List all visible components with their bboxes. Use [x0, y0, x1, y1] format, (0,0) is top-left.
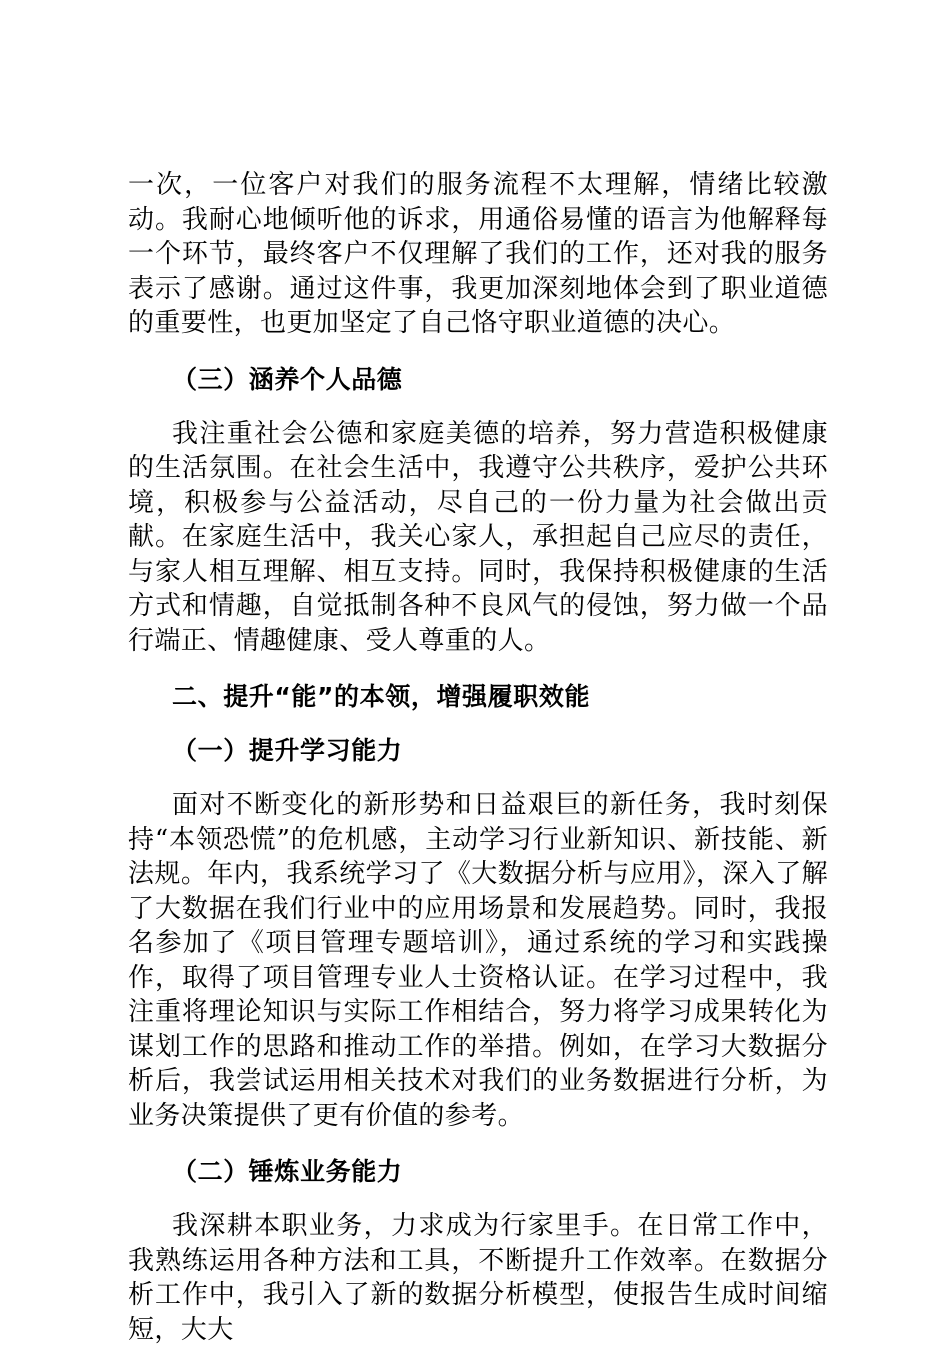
heading-section-two: 二、提升“能”的本领，增强履职效能 [172, 682, 591, 711]
spacer [128, 768, 828, 788]
paragraph-learning-ability: 面对不断变化的新形势和日益艰巨的新任务，我时刻保持“本领恐慌”的危机感，主动学习行业新知识、新技能、新法规。年内，我系统学习了《大数据分析与应用》，深入了解了大数据在我们行业中的应用场景和发展趋势。同时，我报名参加了《项目管理专题培训》，通过系统的学习和实践操作，取得了项目管理专业人士资格认证。在学习过程中，我注重将理论知识与实际工作相结合，努力将学习成果转化为谋划工作的思路和推动工作的举措。例如，在学习大数据分析后，我尝试运用相关技术对我们的业务数据进行分析，为业务决策提供了更有价值的参考。 [128, 790, 828, 1131]
paragraph-business-ability: 我深耕本职业务，力求成为行家里手。在日常工作中，我熟练运用各种方法和工具，不断提升工作效率。在数据分析工作中，我引入了新的数据分析模型，使报告生成时间缩短，大大 [128, 1211, 828, 1345]
spacer [128, 397, 828, 417]
spacer [128, 341, 828, 363]
spacer [128, 1133, 828, 1155]
heading-learning-ability: （一）提升学习能力 [172, 736, 403, 765]
spacer [128, 714, 828, 734]
heading-personal-morality: （三）涵养个人品德 [172, 364, 403, 394]
document-page [128, 168, 828, 1347]
spacer [128, 658, 828, 680]
spacer [128, 1189, 828, 1209]
heading-business-ability: （二）锤炼业务能力 [172, 1157, 403, 1186]
paragraph-personal-morality: 我注重社会公德和家庭美德的培养，努力营造积极健康的生活氛围。在社会生活中，我遵守公共秩序，爱护公共环境，积极参与公益活动，尽自己的一份力量为社会做出贡献。在家庭生活中，我关心家人，承担起自己应尽的责任，与家人相互理解、相互支持。同时，我保持积极健康的生活方式和情趣，自觉抵制各种不良风气的侵蚀，努力做一个品行端正、情趣健康、受人尊重的人。 [128, 418, 828, 656]
paragraph-service-story: 一次，一位客户对我们的服务流程不太理解，情绪比较激动。我耐心地倾听他的诉求，用通俗易懂的语言为他解释每一个环节，最终客户不仅理解了我们的工作，还对我的服务表示了感谢。通过这件事，我更加深刻地体会到了职业道德的重要性，也更加坚定了自己恪守职业道德的决心。 [128, 170, 828, 338]
